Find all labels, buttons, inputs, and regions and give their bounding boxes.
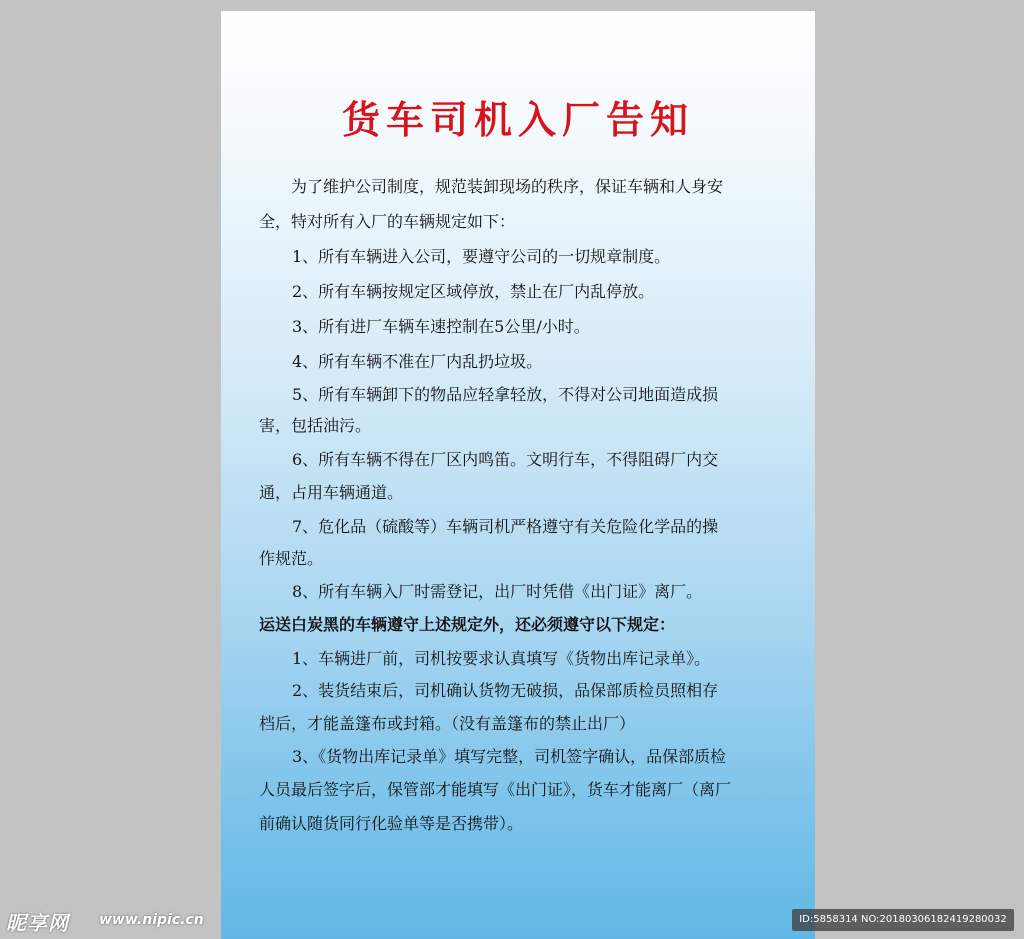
special-rule-1: 1、车辆进厂前，司机按要求认真填写《货物出库记录单》。: [292, 649, 711, 668]
rule-7-line-1: 7、危化品（硫酸等）车辆司机严格遵守有关危险化学品的操: [292, 517, 719, 536]
special-rule-3-line-2: 人员最后签字后，保管部才能填写《出门证》，货车才能离厂（离厂: [259, 780, 732, 799]
rule-5-line-1: 5、所有车辆卸下的物品应轻拿轻放，不得对公司地面造成损: [292, 385, 719, 404]
special-rule-2-line-1: 2、装货结束后，司机确认货物无破损，品保部质检员照相存: [292, 681, 719, 700]
intro-line-1: 为了维护公司制度，规范装卸现场的秩序，保证车辆和人身安: [291, 177, 724, 196]
rule-1: 1、所有车辆进入公司，要遵守公司的一切规章制度。: [292, 247, 671, 266]
special-heading: 运送白炭黑的车辆遵守上述规定外，还必须遵守以下规定：: [259, 615, 676, 634]
rule-6-line-2: 通，占用车辆通道。: [259, 483, 404, 502]
special-rule-2-line-2: 档后，才能盖篷布或封箱。（没有盖篷布的禁止出厂）: [259, 714, 636, 733]
watermark-url: www.nipic.cn: [99, 912, 204, 928]
intro-line-2: 全，特对所有入厂的车辆规定如下：: [259, 212, 516, 231]
rule-6-line-1: 6、所有车辆不得在厂区内鸣笛。文明行车，不得阻碍厂内交: [292, 450, 719, 469]
watermark-logo: 昵享网: [6, 911, 69, 935]
notice-poster: [221, 11, 815, 939]
poster-title: 货车司机入厂告知: [341, 97, 694, 142]
special-rule-3-line-3: 前确认随货同行化验单等是否携带）。: [259, 814, 524, 833]
image-id-badge: ID:5858314 NO:20180306182419280032: [792, 909, 1014, 931]
rule-7-line-2: 作规范。: [259, 549, 324, 568]
rule-3: 3、所有进厂车辆车速控制在5公里/小时。: [292, 317, 590, 336]
rule-5-line-2: 害，包括油污。: [259, 416, 372, 435]
rule-2: 2、所有车辆按规定区域停放，禁止在厂内乱停放。: [292, 282, 655, 301]
special-rule-3-line-1: 3、《货物出库记录单》填写完整，司机签字确认，品保部质检: [292, 747, 727, 766]
rule-8: 8、所有车辆入厂时需登记，出厂时凭借《出门证》离厂。: [292, 582, 703, 601]
rule-4: 4、所有车辆不准在厂内乱扔垃圾。: [292, 352, 543, 371]
